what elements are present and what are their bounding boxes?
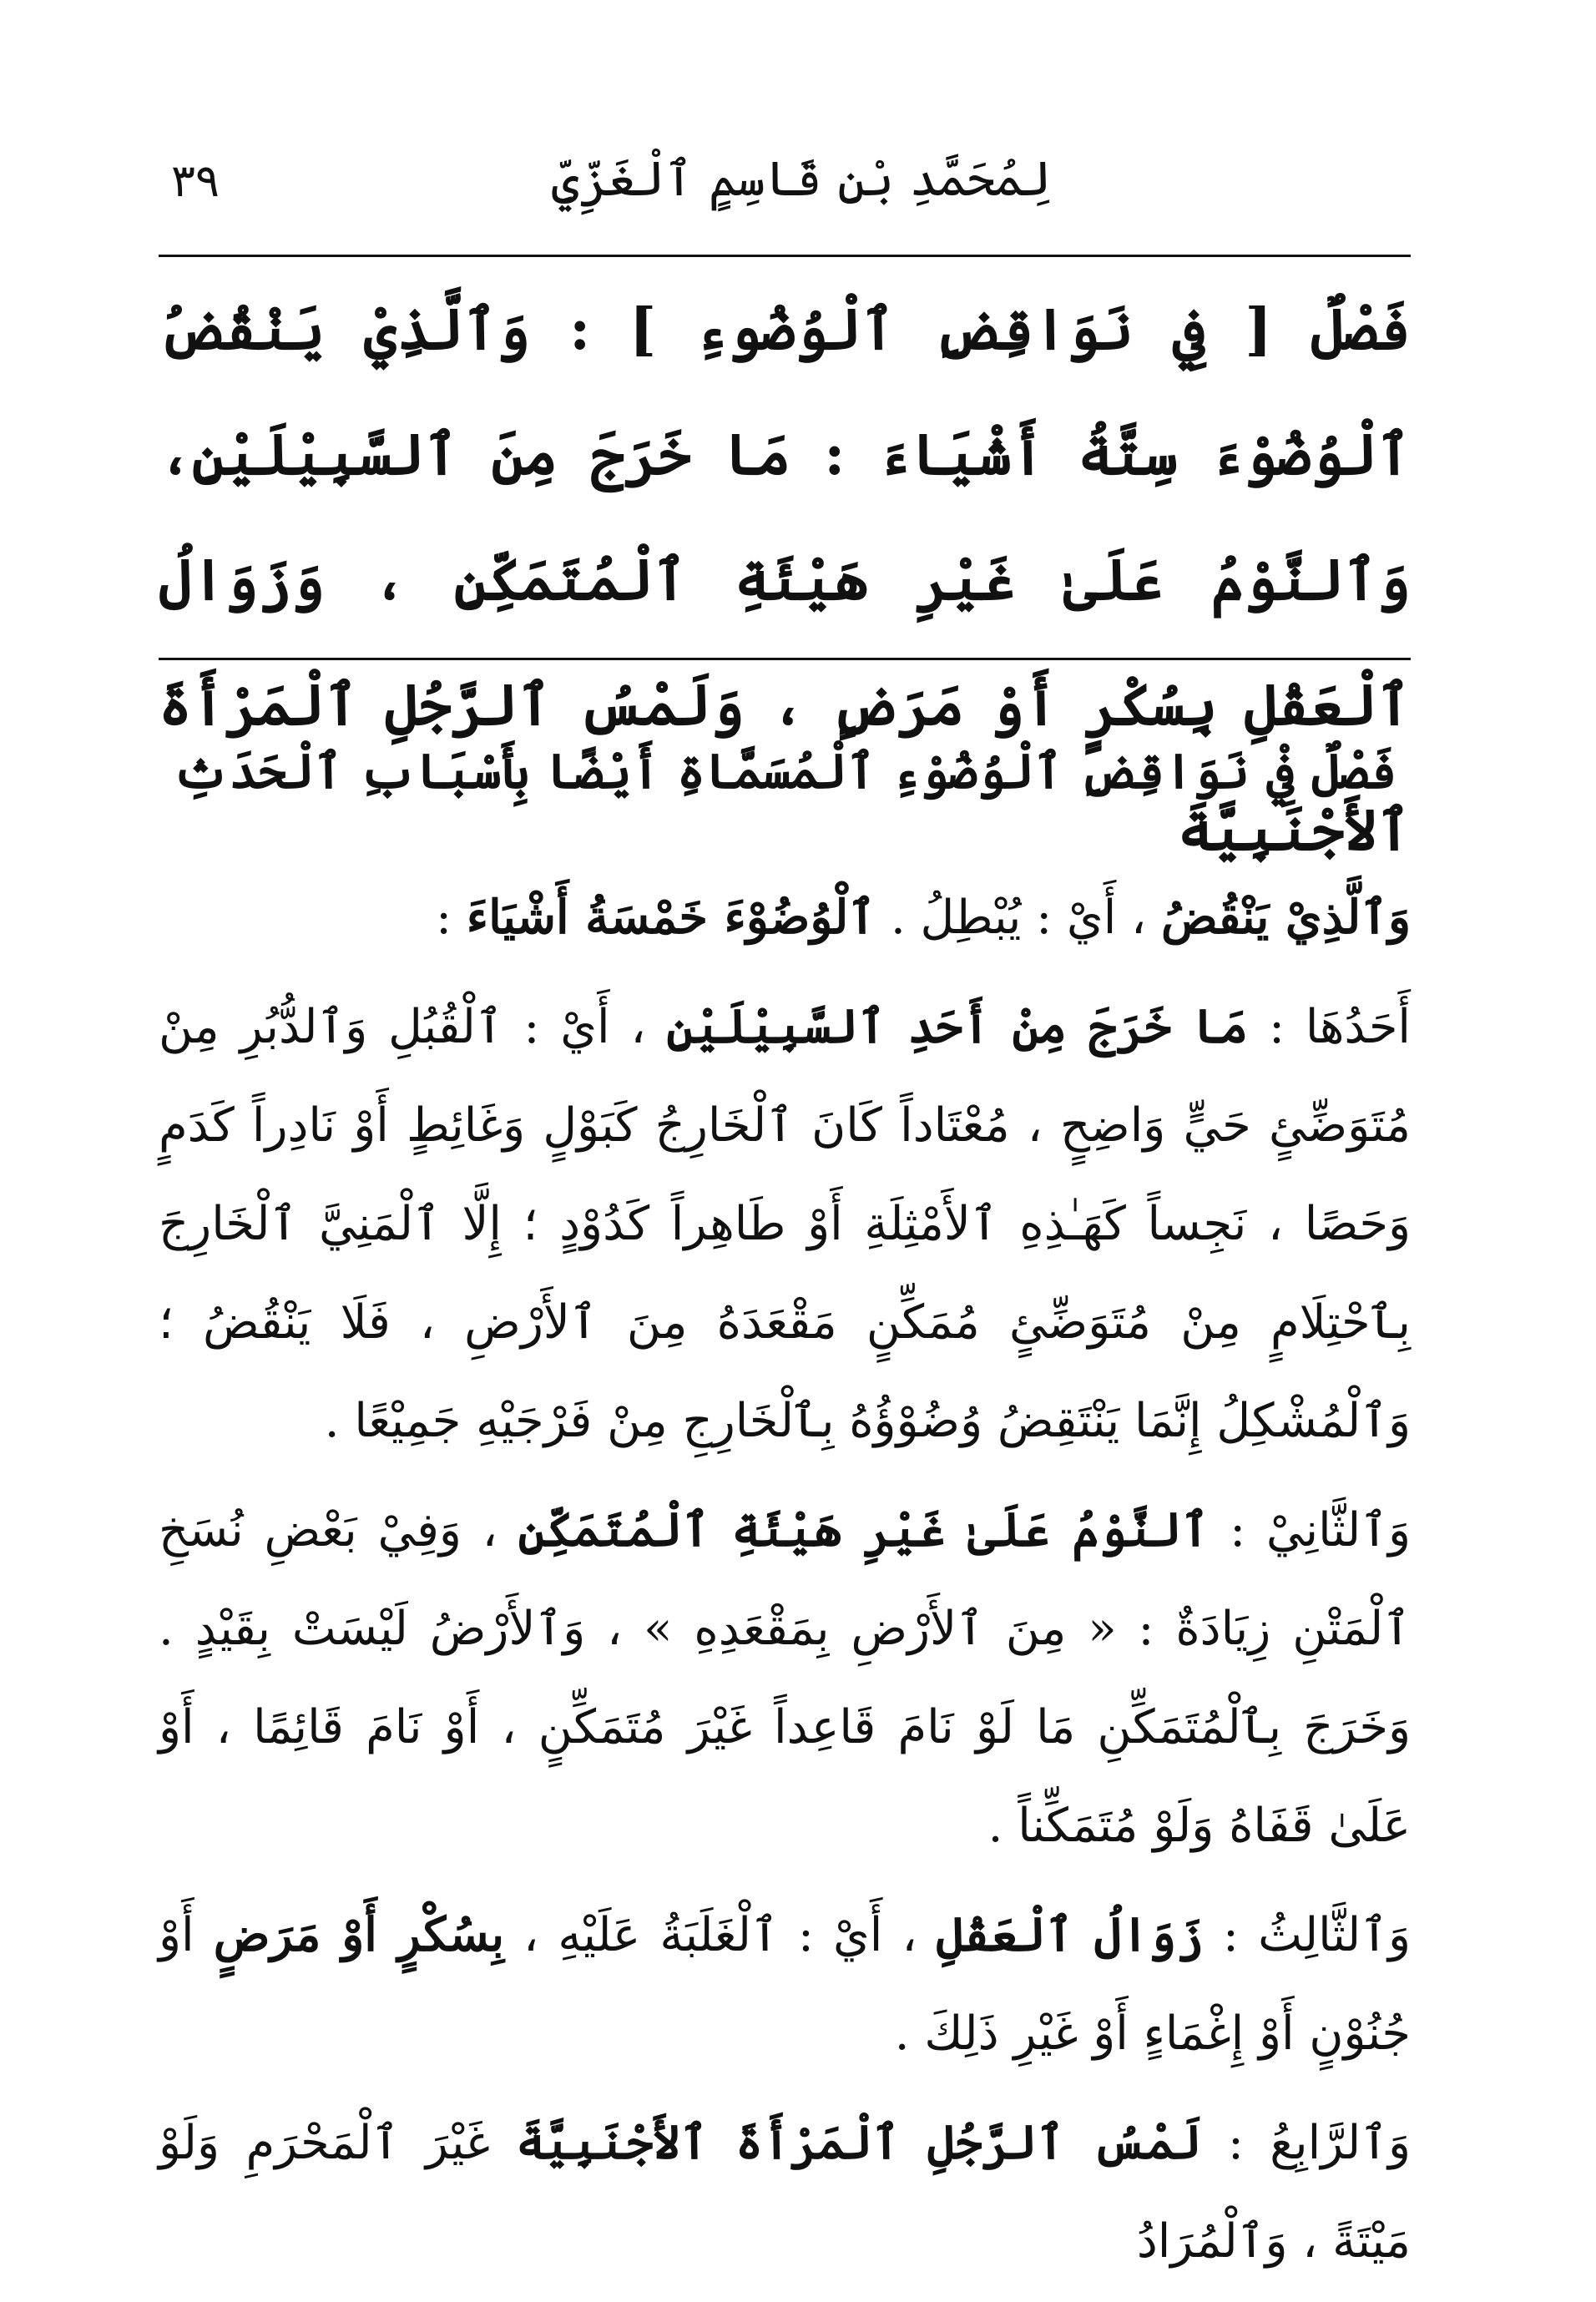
matn-quote: وَٱلَّذِيْ يَنْقُضُ <box>1160 890 1411 945</box>
page-number: ٣٩ <box>171 154 220 207</box>
paragraph-first <box>159 977 1411 1471</box>
commentary-text: ، أَيْ : يُبْطِلُ . <box>876 891 1161 945</box>
matn-quote: ٱلْوُضُوْءَ خَمْسَةُ أَشْيَاءَ <box>466 890 876 945</box>
matn-quote: زَوَالُ ٱلْعَقْلِ <box>936 1907 1204 1962</box>
matn-quote: ٱلنَّوْمُ عَلَىٰ غَيْرِ هَيْئَةِ ٱلْمُتَمَكِّنِ <box>518 1502 1210 1557</box>
section-heading: فَصْلٌ فِيْ نَوَاقِضِ ٱلْوُضُوْءِ ٱلْمُسَمَّاةِ أَيْضًا بِأَسْبَابِ ٱلْحَدَثِ <box>172 743 1397 800</box>
paragraph-intro <box>159 868 1411 967</box>
matn-quote: بِسُكْرٍ أَوْ مَرَضٍ <box>213 1907 505 1962</box>
commentary-text: ، أَيْ : ٱلْقُبُلِ وَٱلدُّبُرِ مِنْ مُتَوَضِّئٍ حَيٍّ وَاضِحٍ ، مُعْتَاداً كَانَ ٱلْخَارِجُ كَبَوْلٍ وَغَائِطٍ أَوْ نَادِراً كَدَمٍ وَحَصًا ، نَجِساً كَهَـٰذِهِ ٱلأَمْثِلَةِ أَوْ طَاهِراً كَدُوْدٍ ؛ إِلَّا ٱلْمَنِيَّ ٱلْخَارِجَ بِٱحْتِلَامٍ مِنْ مُتَوَضِّئٍ مُمَكِّنٍ مَقْعَدَهُ مِنَ ٱلأَرْضِ ، فَلَا يَنْقُضُ ؛ وَٱلْمُشْكِلُ إِنَّمَا يَنْتَقِضُ وُضُوْؤُهُ بِٱلْخَارِجِ مِنْ فَرْجَيْهِ جَمِيْعًا . <box>159 1000 1412 1448</box>
matn-quote: مَا خَرَجَ مِنْ أَحَدِ ٱلسَّبِيْلَيْنِ <box>666 999 1249 1054</box>
commentary-text: وَٱلرَّابِعُ : <box>1201 2116 1411 2170</box>
matn-divider <box>159 658 1411 660</box>
commentary-text: ، وَفِيْ بَعْضِ نُسَخِ ٱلْمَتْنِ زِيَادَةٌ : « مِنَ ٱلأَرْضِ بِمَقْعَدِهِ » ، وَٱلأَرْضُ لَيْسَتْ بِقَيْدٍ . وَخَرَجَ بِٱلْمُتَمَكِّنِ مَا لَوْ نَامَ قَاعِداً غَيْرَ مُتَمَكِّنٍ ، أَوْ نَامَ قَائِمًا ، أَوْ عَلَىٰ قَفَاهُ وَلَوْ مُتَمَكِّناً . <box>159 1503 1411 1853</box>
commentary-text: غَيْرَ ٱلْمَحْرَمِ وَلَوْ مَيْتَةً ، وَٱلْمُرَادُ <box>159 2116 1411 2269</box>
commentary-text: وَٱلثَّالِثُ : <box>1203 1908 1412 1962</box>
commentary-block <box>159 868 1411 2301</box>
matn-chapter-lead: فَصْلٌ [ فِي نَوَاقِضِ ٱلْوُضُوءِ ] <box>629 296 1412 363</box>
matn-quote: لَمْسُ ٱلرَّجُلِ ٱلْمَرْأَةَ ٱلأَجْنَبِيَّةَ <box>516 2115 1202 2170</box>
commentary-text: ، أَيْ : ٱلْغَلَبَةُ عَلَيْهِ ، <box>504 1908 937 1962</box>
commentary-text: أَوْ جُنُوْنٍ أَوْ إِغْمَاءٍ أَوْ غَيْرِ ذَلِكَ . <box>159 1908 1411 2061</box>
matn-body: : وَٱلَّذِيْ يَنْقُضُ ٱلْوُضُوْءَ سِتَّةُ أَشْيَاءَ : مَا خَرَجَ مِنَ ٱلسَّبِيْلَيْنِ، وَٱلنَّوْمُ عَلَىٰ غَيْرِ هَيْئَةِ ٱلْمُتَمَكِّنِ ، وَزَوَالُ ٱلْعَقْلِ بِسُكْرٍ أَوْ مَرَضٍ ، وَلَمْسُ ٱلرَّجُلِ ٱلْمَرْأَةَ ٱلأَجْنَبِيَّةَ <box>159 296 1411 864</box>
paragraph-second <box>159 1481 1411 1875</box>
running-title: لِمُحَمَّدِ بْنِ قَاسِمٍ ٱلْغَزِّيِّ <box>551 150 1052 207</box>
commentary-text: : <box>436 891 467 945</box>
paragraph-fourth <box>159 2093 1411 2291</box>
commentary-text: أَحَدُهَا : <box>1248 1000 1411 1054</box>
header-divider <box>159 255 1411 257</box>
paragraph-third <box>159 1886 1411 2083</box>
commentary-text: وَٱلثَّانِيْ : <box>1209 1503 1412 1557</box>
